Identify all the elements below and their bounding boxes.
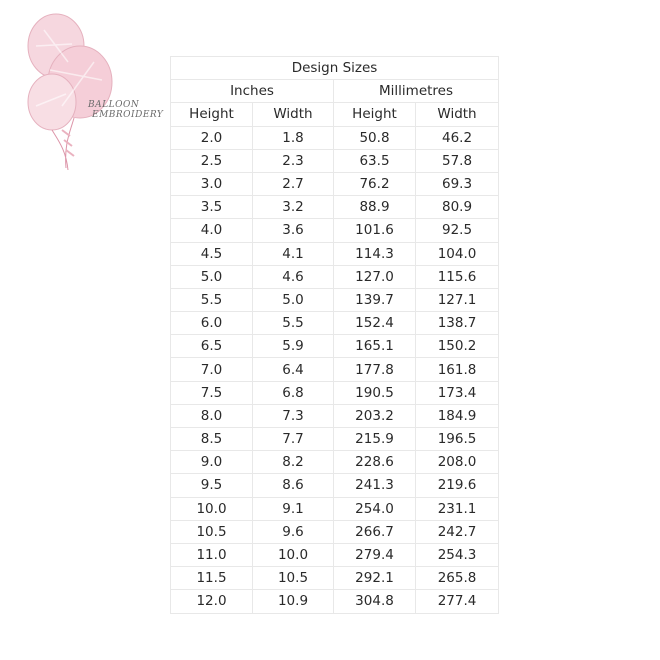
table-cell: 6.4 (253, 358, 334, 381)
table-cell: 127.1 (416, 288, 499, 311)
table-cell: 161.8 (416, 358, 499, 381)
design-sizes-table (170, 56, 499, 614)
table-cell: 292.1 (334, 567, 416, 590)
table-cell: 10.0 (253, 543, 334, 566)
table-cell: 150.2 (416, 335, 499, 358)
table-row (171, 451, 499, 474)
table-cell: 228.6 (334, 451, 416, 474)
table-cell: 215.9 (334, 428, 416, 451)
table-cell: 5.9 (253, 335, 334, 358)
table-cell: 115.6 (416, 265, 499, 288)
table-cell: 3.0 (171, 172, 253, 195)
table-cell: 88.9 (334, 196, 416, 219)
table-cell: 138.7 (416, 312, 499, 335)
table-cell: 9.0 (171, 451, 253, 474)
table-cell: 177.8 (334, 358, 416, 381)
table-cell: 12.0 (171, 590, 253, 613)
table-cell: 7.0 (171, 358, 253, 381)
table-cell: 10.5 (171, 520, 253, 543)
table-cell: 46.2 (416, 126, 499, 149)
table-row (171, 358, 499, 381)
table-cell: 8.6 (253, 474, 334, 497)
column-header-height-mm: Height (334, 103, 416, 126)
table-row (171, 381, 499, 404)
table-cell: 5.5 (171, 288, 253, 311)
table-cell: 11.0 (171, 543, 253, 566)
table-cell: 92.5 (416, 219, 499, 242)
table-cell: 254.0 (334, 497, 416, 520)
balloons-icon (22, 10, 152, 175)
table-row (171, 590, 499, 613)
brand-logo (22, 10, 164, 175)
table-cell: 101.6 (334, 219, 416, 242)
table-cell: 2.7 (253, 172, 334, 195)
table-cell: 8.0 (171, 404, 253, 427)
group-header-inches: Inches (171, 80, 334, 103)
table-cell: 3.2 (253, 196, 334, 219)
table-cell: 63.5 (334, 149, 416, 172)
table-cell: 50.8 (334, 126, 416, 149)
group-header-millimetres: Millimetres (334, 80, 499, 103)
table-cell: 4.0 (171, 219, 253, 242)
table-cell: 277.4 (416, 590, 499, 613)
table-row (171, 404, 499, 427)
logo-line-2: EMBROIDERY (92, 110, 164, 120)
table-cell: 5.0 (171, 265, 253, 288)
table-cell: 266.7 (334, 520, 416, 543)
table-cell: 2.0 (171, 126, 253, 149)
table-cell: 4.5 (171, 242, 253, 265)
table-cell: 4.6 (253, 265, 334, 288)
table-cell: 104.0 (416, 242, 499, 265)
table-row (171, 428, 499, 451)
column-header-width-mm: Width (416, 103, 499, 126)
table-cell: 80.9 (416, 196, 499, 219)
table-cell: 196.5 (416, 428, 499, 451)
table-cell: 173.4 (416, 381, 499, 404)
table-cell: 304.8 (334, 590, 416, 613)
table-cell: 7.3 (253, 404, 334, 427)
table-cell: 219.6 (416, 474, 499, 497)
table-cell: 241.3 (334, 474, 416, 497)
table-row (171, 520, 499, 543)
table-row (171, 196, 499, 219)
table-cell: 242.7 (416, 520, 499, 543)
table-cell: 69.3 (416, 172, 499, 195)
table-cell: 7.7 (253, 428, 334, 451)
table-row (171, 335, 499, 358)
table-cell: 8.2 (253, 451, 334, 474)
table-cell: 6.8 (253, 381, 334, 404)
table-row (171, 567, 499, 590)
table-row (171, 219, 499, 242)
table-cell: 5.5 (253, 312, 334, 335)
table-row (171, 242, 499, 265)
table-row (171, 497, 499, 520)
table-cell: 6.0 (171, 312, 253, 335)
table-row (171, 172, 499, 195)
table-cell: 11.5 (171, 567, 253, 590)
logo-wordmark (88, 100, 163, 120)
table-cell: 4.1 (253, 242, 334, 265)
table-cell: 127.0 (334, 265, 416, 288)
table-cell: 9.5 (171, 474, 253, 497)
table-row (171, 265, 499, 288)
table-cell: 7.5 (171, 381, 253, 404)
table-cell: 3.6 (253, 219, 334, 242)
table-cell: 9.1 (253, 497, 334, 520)
table-cell: 114.3 (334, 242, 416, 265)
table-row (171, 474, 499, 497)
table-cell: 152.4 (334, 312, 416, 335)
table-body (171, 126, 499, 613)
table-cell: 3.5 (171, 196, 253, 219)
table-cell: 5.0 (253, 288, 334, 311)
table-cell: 57.8 (416, 149, 499, 172)
table-row (171, 312, 499, 335)
table-cell: 76.2 (334, 172, 416, 195)
table-row (171, 288, 499, 311)
table-cell: 8.5 (171, 428, 253, 451)
table-cell: 2.5 (171, 149, 253, 172)
column-header-width-in: Width (253, 103, 334, 126)
table-row (171, 543, 499, 566)
table-cell: 139.7 (334, 288, 416, 311)
column-header-height-in: Height (171, 103, 253, 126)
table-row (171, 126, 499, 149)
logo-line-1: BALLOON (88, 100, 140, 110)
table-cell: 231.1 (416, 497, 499, 520)
table-cell: 254.3 (416, 543, 499, 566)
table-cell: 10.5 (253, 567, 334, 590)
table-cell: 184.9 (416, 404, 499, 427)
table-cell: 265.8 (416, 567, 499, 590)
table-cell: 208.0 (416, 451, 499, 474)
table-cell: 279.4 (334, 543, 416, 566)
table-cell: 9.6 (253, 520, 334, 543)
table-cell: 165.1 (334, 335, 416, 358)
table-cell: 203.2 (334, 404, 416, 427)
table-cell: 2.3 (253, 149, 334, 172)
table-row (171, 149, 499, 172)
table-cell: 10.9 (253, 590, 334, 613)
table-cell: 10.0 (171, 497, 253, 520)
table-cell: 190.5 (334, 381, 416, 404)
table-title: Design Sizes (171, 57, 499, 80)
table-cell: 6.5 (171, 335, 253, 358)
table-cell: 1.8 (253, 126, 334, 149)
